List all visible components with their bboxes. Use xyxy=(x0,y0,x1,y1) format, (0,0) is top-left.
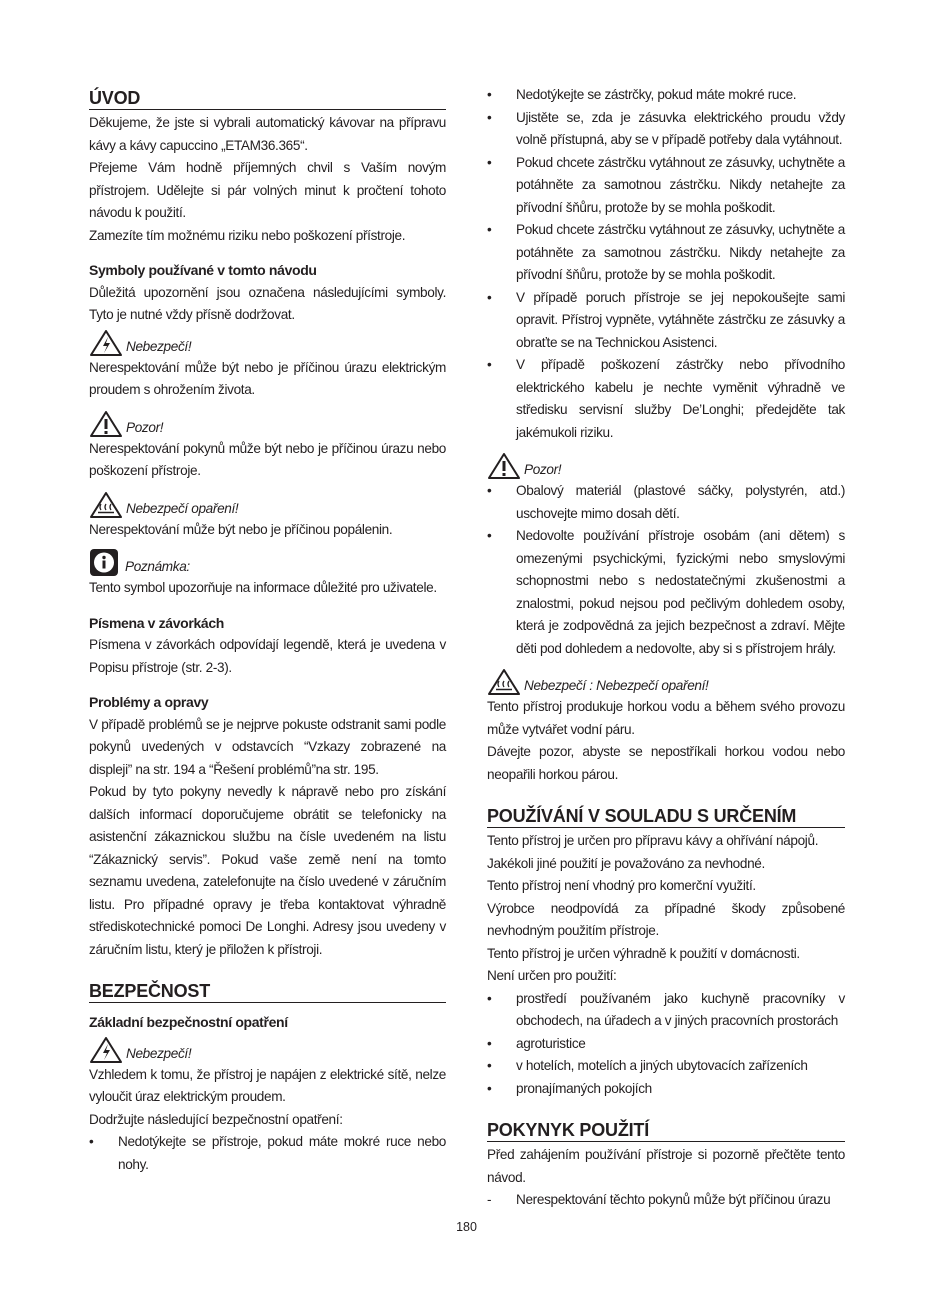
burn-label: Nebezpečí opaření! xyxy=(126,500,239,516)
letters-heading: Písmena v závorkách xyxy=(89,614,224,631)
list-item-text: Nedotýkejte se přístroje, pokud máte mokré ruce nebo nohy. xyxy=(118,1134,446,1172)
safety-danger-label: Nebezpečí! xyxy=(126,1045,192,1061)
list-item-text: pronajímaných pokojích xyxy=(516,1080,652,1096)
info-icon xyxy=(89,549,119,577)
list-item-text: v hotelích, motelích a jiných ubytovacích zařízeních xyxy=(516,1058,808,1073)
list-item-text: V případě poruch přístroje se jej nepokoušejte sami opravit. Přístroj vypněte, vytáhněte zástrčku ze zásuvky a obraťte se na Technickou Asistenci. xyxy=(516,289,845,350)
symbols-heading: Symboly používané v tomto návodu xyxy=(89,262,317,278)
list-item-text: V případě poškození zástrčky nebo přívodního elektrického kabelu je nechte vyměnit výhradně ve středisku servisní služby De’Longhi; předejděte tak jakémukoli riziku. xyxy=(516,357,845,440)
list-item xyxy=(487,988,845,1033)
list-item xyxy=(487,1055,845,1078)
use-paragraph-4: Výrobce neodpovídá za případné škody způsobené nevhodným použitím přístroje. xyxy=(487,900,845,938)
use-paragraph-5: Tento přístroj je určen výhradně k použití v domácnosti. xyxy=(487,945,800,961)
letters-paragraph: Písmena v závorkách odpovídají legendě, která je uvedena v Popisu přístroje (str. 2-3). xyxy=(89,637,446,675)
list-item-text: Nedovolte používání přístroje osobám (ani dětem) s omezenými psychickými, fyzickými nebo smyslovými schopnostmi nebo s nedostatečnými zkušenostmi a znalostmi, pokud nejsou pod pečlivým dohledem osoby, která je zodpovědná za jejich bezpečnost a zdraví. Mějte děti pod dohledem a nedovolte, aby si s přístrojem hrály. xyxy=(516,528,845,656)
symbols-paragraph: Důležitá upozornění jsou označena následujícími symboly. Tyto je nutné vždy přísně dodržovat. xyxy=(89,284,446,322)
use-paragraph-1: Tento přístroj je určen pro přípravu kávy a ohřívání nápojů. xyxy=(487,833,819,848)
hot-surface-icon xyxy=(89,491,123,519)
uvod-paragraph-1: Děkujeme, že jste si vybrali automatický kávovar na přípravu kávy a kávy capuccino „ETAM36.365“. xyxy=(89,115,446,153)
burn-label-row xyxy=(89,489,446,519)
list-item xyxy=(487,1033,845,1056)
list-item xyxy=(487,152,845,220)
section-title-pokyny: POKYNYK POUŽITÍ xyxy=(487,1120,845,1142)
caution-icon xyxy=(89,410,123,438)
section-title-pouzivani: POUŽÍVÁNÍ V SOULADU S URČENÍM xyxy=(487,806,845,828)
burn-text: Nerespektování může být nebo je příčinou popálenin. xyxy=(89,521,393,537)
list-item-text: Obalový materiál (plastové sáčky, polystyrén, atd.) uschovejte mimo dosah dětí. xyxy=(516,483,845,521)
right-column xyxy=(487,84,845,1212)
bullet: • xyxy=(487,357,492,372)
list-item xyxy=(487,525,845,660)
caution-text: Nerespektování pokynů může být nebo je příčinou úrazu nebo poškození přístroje. xyxy=(89,440,446,478)
bullet: • xyxy=(487,109,492,125)
list-item-text: Pokud chcete zástrčku vytáhnout ze zásuvky, uchytněte a potáhněte za samotnou zástrčku. Nikdy netahejte za přívodní šňůru, protože by se mohla poškodit. xyxy=(516,222,845,282)
list-item xyxy=(487,219,845,287)
problems-paragraph-1: V případě problémů se je nejprve pokuste odstranit sami podle pokynů uvedených v odstavcích “Vzkazy zobrazené na displeji” na str. 194 a “Řešení problémů”na str. 195. xyxy=(89,716,446,777)
problems-paragraph-2: Pokud by tyto pokyny nevedly k nápravě nebo pro získání dalších informací doporučujeme obrátit se telefonicky na asistenční zákaznickou službu na čísle uvedeném na listu “Zákaznický servis”. Pokud vaše země není na tomto seznamu uvedena, zatelefonujte na číslo uvedené v záručním listu. Pro případné opravy je třeba kontaktovat výhradně střediskotechnické pomoci De Longhi. Adresy jsou uvedeny v záručním listu, který je přiložen k přístroji. xyxy=(89,784,446,957)
danger-label-row xyxy=(89,327,446,357)
safety-subheading: Základní bezpečnostní opatření xyxy=(89,1014,288,1030)
caution-label-row xyxy=(89,408,446,438)
uvod-paragraph-3: Zamezíte tím možnému riziku nebo poškození přístroje. xyxy=(89,227,406,243)
bullet: • xyxy=(487,154,492,170)
bullet: • xyxy=(487,483,492,498)
bullet: • xyxy=(89,1134,94,1149)
list-item xyxy=(487,1078,845,1101)
bullet: • xyxy=(487,528,492,543)
uvod-paragraph-2: Přejeme Vám hodně příjemných chvil s Vaším novým přístrojem. Udělejte si pár volných minut k pročtení tohoto návodu k použití. xyxy=(89,160,446,220)
left-column xyxy=(89,84,446,1176)
list-item xyxy=(487,1189,845,1212)
bullet: • xyxy=(487,1058,492,1073)
use-paragraph-2: Jakékoli jiné použití je považováno za nevhodné. xyxy=(487,855,765,871)
note-label-row xyxy=(89,547,446,577)
caution-label-row xyxy=(487,450,845,480)
note-text: Tento symbol upozorňuje na informace důležité pro uživatele. xyxy=(89,580,437,595)
hot-surface-icon xyxy=(487,668,521,696)
list-item-text: Pokud chcete zástrčku vytáhnout ze zásuvky, uchytněte a potáhněte za samotnou zástrčku. Nikdy netahejte za přívodní šňůru, protože by se mohla poškodit. xyxy=(516,154,845,215)
list-item xyxy=(487,84,845,107)
list-item-text: agroturistice xyxy=(516,1035,586,1051)
list-item xyxy=(487,107,845,152)
list-item xyxy=(487,287,845,355)
burn-label-row xyxy=(487,666,845,696)
electric-danger-icon xyxy=(89,1036,123,1064)
problems-heading: Problémy a opravy xyxy=(89,694,209,710)
section-title-bezpecnost: BEZPEČNOST xyxy=(89,981,446,1003)
bullet: • xyxy=(487,1080,492,1096)
list-item-text: Nerespektování těchto pokynů může být příčinou úrazu xyxy=(516,1192,831,1207)
use-paragraph-3: Tento přístroj není vhodný pro komerční využití. xyxy=(487,878,756,893)
bullet: • xyxy=(487,87,492,102)
list-item xyxy=(487,354,845,444)
page-number: 180 xyxy=(456,1220,477,1234)
list-item-text: Nedotýkejte se zástrčky, pokud máte mokré ruce. xyxy=(516,87,797,102)
safety-paragraph-1: Vzhledem k tomu, že přístroj je napájen z elektrické sítě, nelze vyloučit úraz elektrickým proudem. xyxy=(89,1066,446,1104)
caution-icon xyxy=(487,452,521,480)
note-label: Poznámka: xyxy=(125,559,190,574)
burn-label: Nebezpečí : Nebezpečí opaření! xyxy=(524,678,709,693)
bullet: • xyxy=(487,990,492,1006)
danger-label: Nebezpečí! xyxy=(126,338,192,354)
use-paragraph-6: Není určen pro použití: xyxy=(487,968,617,983)
instructions-paragraph: Před zahájením používání přístroje si pozorně přečtěte tento návod. xyxy=(487,1147,845,1185)
burn-paragraph-1: Tento přístroj produkuje horkou vodu a během svého provozu může vytvářet vodní páru. xyxy=(487,699,845,737)
bullet: • xyxy=(487,289,492,305)
bullet: • xyxy=(487,1035,492,1051)
list-item-text: prostředí používaném jako kuchyně pracovníky v obchodech, na úřadech a v jiných pracovních prostorách xyxy=(516,990,845,1028)
list-item xyxy=(89,1131,446,1176)
safety-danger-label-row xyxy=(89,1034,446,1064)
safety-paragraph-2: Dodržujte následující bezpečnostní opatření: xyxy=(89,1111,343,1127)
caution-label: Pozor! xyxy=(126,419,164,435)
list-item-text: Ujistěte se, zda je zásuvka elektrického proudu vždy volně přístupná, aby se v případě potřeby dala vytáhnout. xyxy=(516,109,845,147)
section-title-uvod: ÚVOD xyxy=(89,88,446,110)
electric-danger-icon xyxy=(89,329,123,357)
caution-label: Pozor! xyxy=(524,462,562,477)
list-item xyxy=(487,480,845,525)
bullet: • xyxy=(487,222,492,237)
burn-paragraph-2: Dávejte pozor, abyste se nepostříkali horkou vodou nebo neopařili horkou párou. xyxy=(487,744,845,782)
dash: - xyxy=(487,1192,492,1207)
danger-text: Nerespektování může být nebo je příčinou úrazu elektrickým proudem s ohrožením života. xyxy=(89,359,446,397)
